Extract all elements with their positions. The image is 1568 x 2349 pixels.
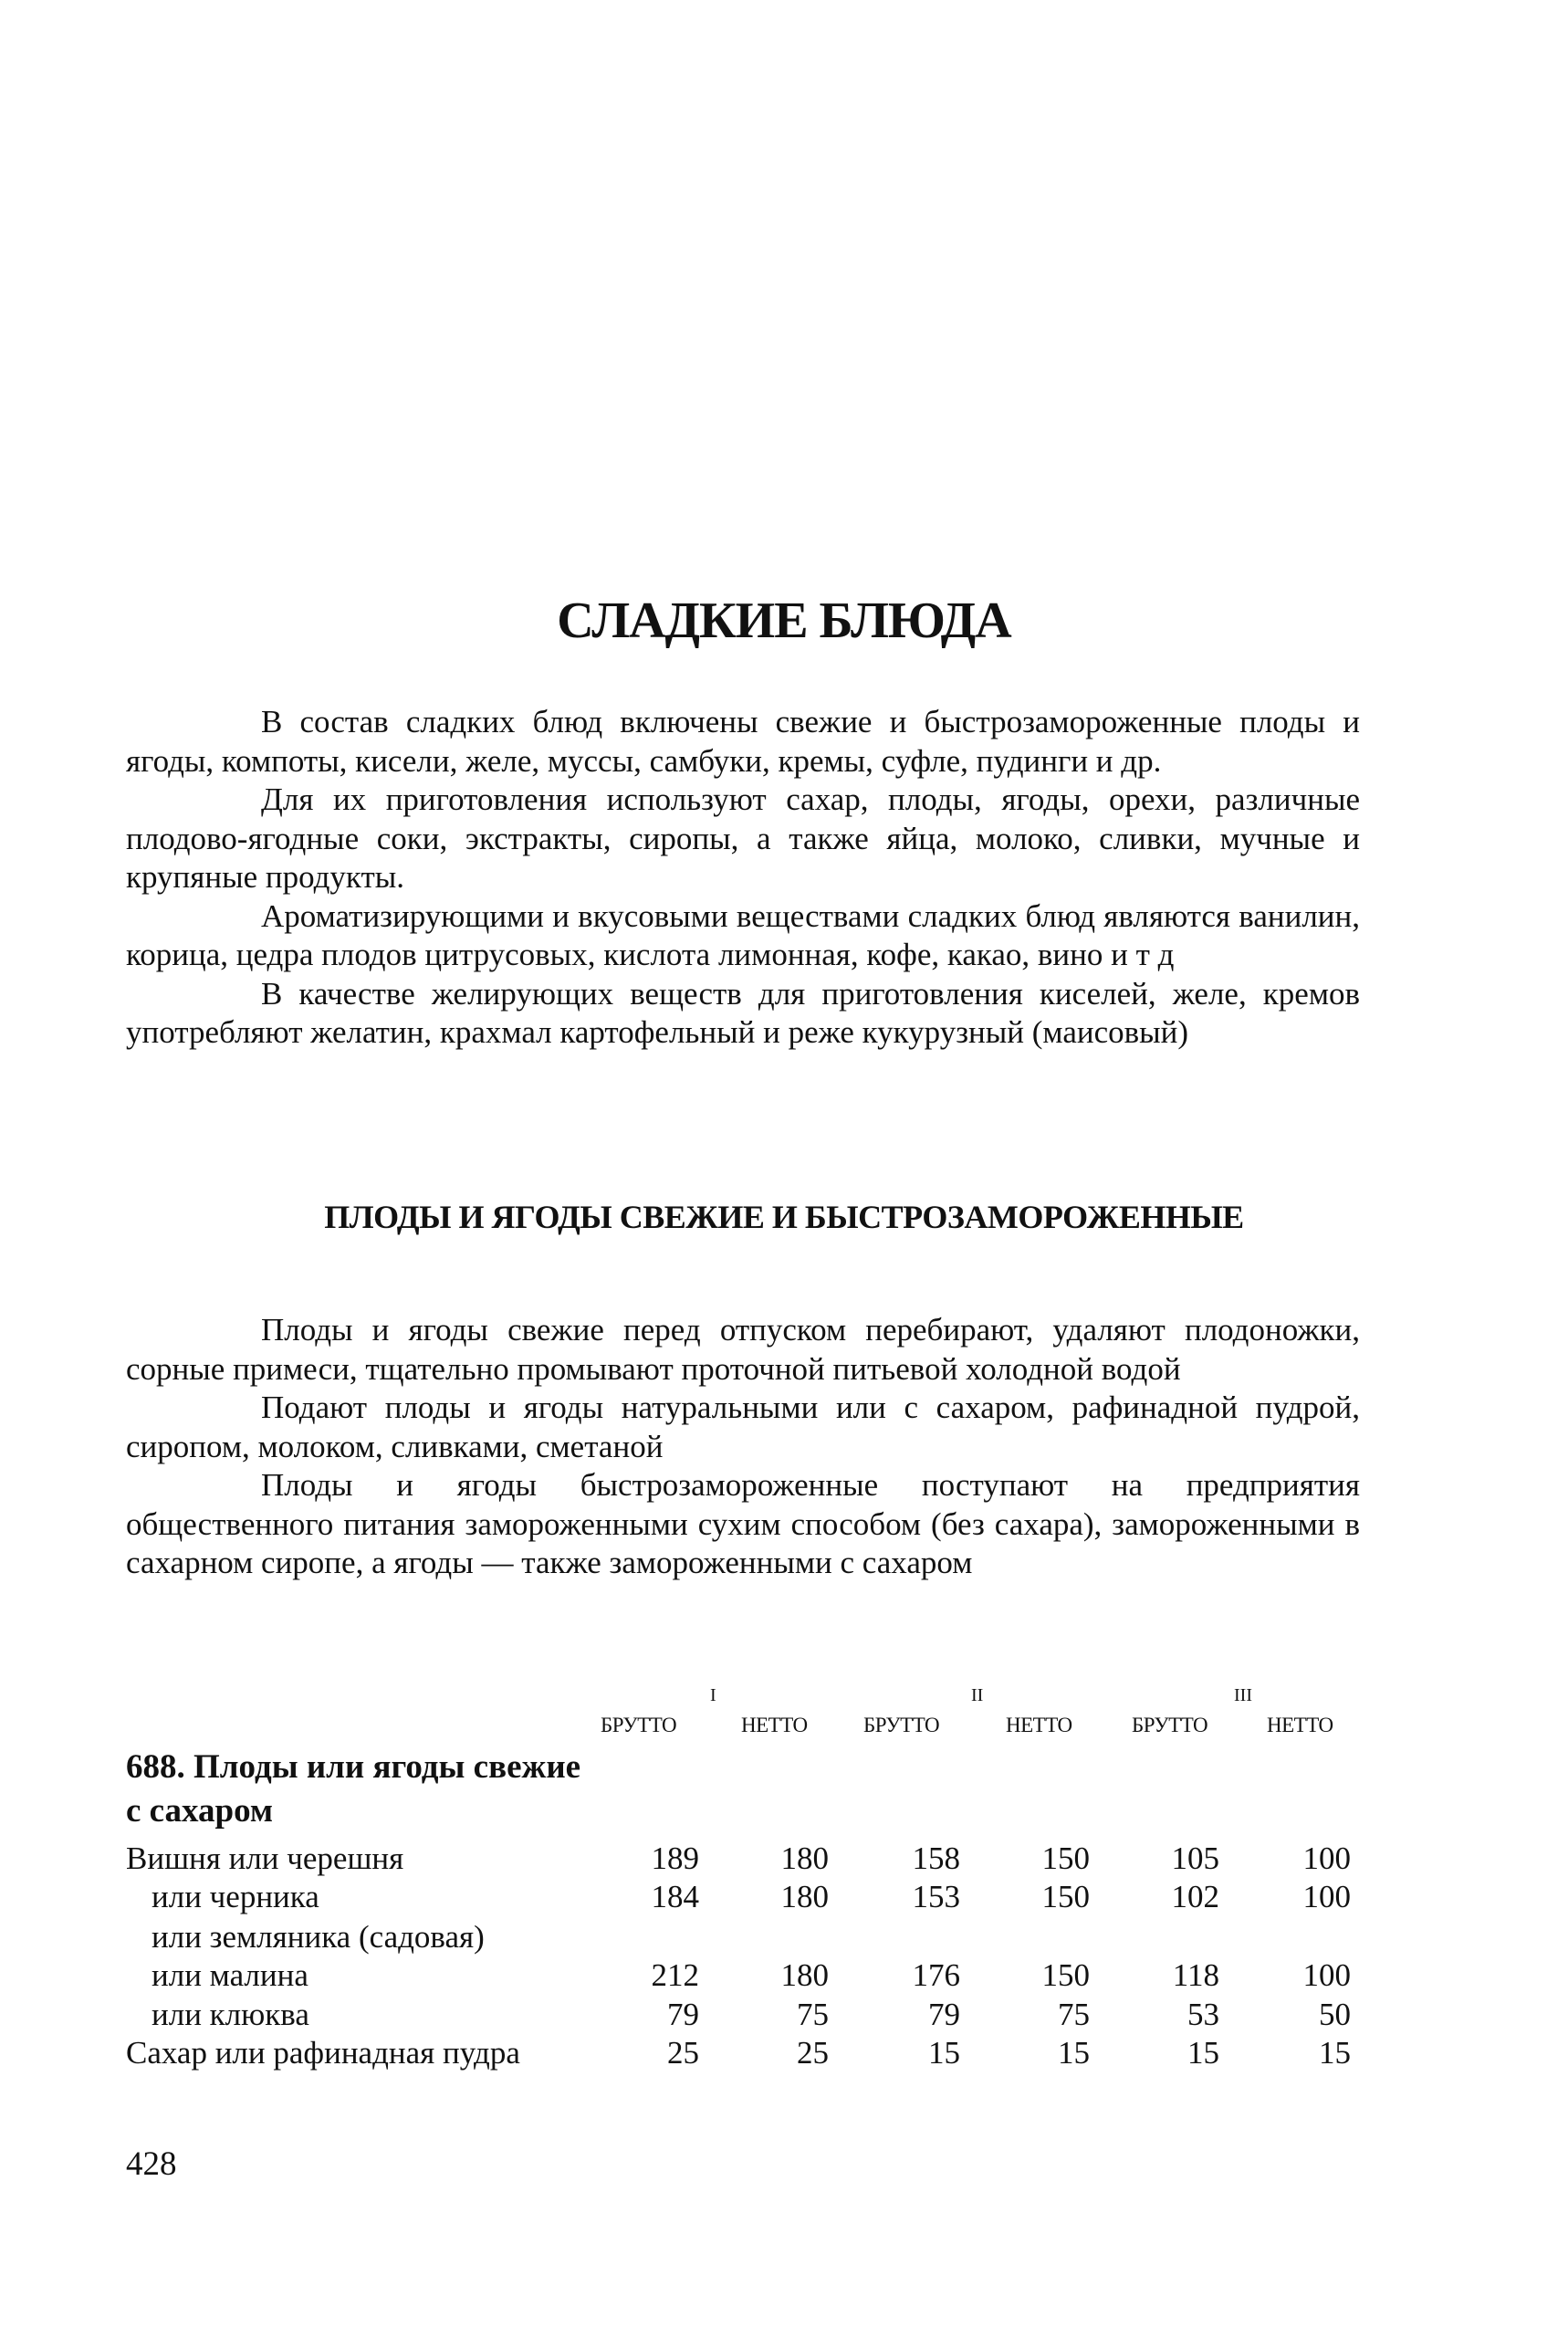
intro-text (126, 703, 1360, 1053)
cell-value: 100 (1302, 1879, 1351, 1914)
column-headers (0, 1714, 1568, 1741)
row-label: или черника (152, 1879, 319, 1914)
cell-value: 118 (1172, 1957, 1219, 1993)
cell-value: 184 (651, 1879, 699, 1914)
section-paragraph: Плоды и ягоды свежие перед отпуском перебирают, удаляют плодоножки, сорные примеси, тщательно промывают проточной питьевой холодной водой (126, 1312, 1360, 1387)
intro-paragraph: Для их приготовления используют сахар, плоды, ягоды, орехи, различные плодово-ягодные соки, экстракты, сиропы, а также яйца, молоко, сливки, мучные и крупяные продукты. (126, 781, 1360, 895)
cell-value: 53 (1187, 1997, 1219, 2032)
table-row (126, 1879, 1367, 1919)
cell-value: 15 (1187, 2035, 1219, 2071)
intro-paragraph: В качестве желирующих веществ для приготовления киселей, желе, кремов употребляют желатин, крахмал картофельный и реже кукурузный (маисовый) (126, 975, 1360, 1050)
cell-value: 176 (912, 1957, 960, 1993)
cell-value: 150 (1041, 1879, 1090, 1914)
intro-paragraph: В состав сладких блюд включены свежие и быстрозамороженные плоды и ягоды, компоты, кисели, желе, муссы, самбуки, кремы, суфле, пудинги и др. (126, 704, 1360, 779)
page-title: СЛАДКИЕ БЛЮДА (557, 592, 1011, 649)
cell-value: 150 (1041, 1840, 1090, 1876)
cell-value: 15 (928, 2035, 960, 2071)
cell-value: 212 (651, 1957, 699, 1993)
column-header: НЕТТО (1006, 1714, 1072, 1736)
column-header: НЕТТО (741, 1714, 808, 1736)
cell-value: 75 (797, 1997, 829, 2032)
table-row (126, 1957, 1367, 1998)
row-label: или клюква (152, 1997, 309, 2032)
row-label: Вишня или черешня (126, 1840, 404, 1876)
cell-value: 75 (1058, 1997, 1090, 2032)
cell-value: 180 (780, 1840, 829, 1876)
column-header: НЕТТО (1267, 1714, 1333, 1736)
row-label: или земляника (садовая) (152, 1919, 485, 1955)
table-row (126, 2035, 1367, 2075)
cell-value: 105 (1171, 1840, 1219, 1876)
intro-paragraph: Ароматизирующими и вкусовыми веществами сладких блюд являются ванилин, корица, цедра плодов цитрусовых, кислота лимонная, кофе, какао, вино и т д (126, 897, 1360, 972)
column-group-label: I (710, 1685, 716, 1705)
row-label: Сахар или рафинадная пудра (126, 2035, 520, 2071)
section-paragraph: Плоды и ягоды быстрозамороженные поступают на предприятия общественного питания замороженными сухим способом (без сахара), замороженными в сахарном сиропе, а ягоды — также замороженными с сахаром (126, 1467, 1360, 1580)
column-header: БРУТТО (601, 1714, 677, 1736)
cell-value: 180 (780, 1957, 829, 1993)
cell-value: 189 (651, 1840, 699, 1876)
section-paragraph: Подают плоды и ягоды натуральными или с сахаром, рафинадной пудрой, сиропом, молоком, сливками, сметаной (126, 1389, 1360, 1464)
page-number: 428 (126, 2145, 177, 2183)
cell-value: 15 (1319, 2035, 1351, 2071)
column-group-label: III (1234, 1685, 1252, 1705)
table-row (126, 1919, 1367, 1959)
column-header: БРУТТО (863, 1714, 940, 1736)
cell-value: 102 (1171, 1879, 1219, 1914)
cell-value: 158 (912, 1840, 960, 1876)
cell-value: 150 (1041, 1957, 1090, 1993)
cell-value: 50 (1319, 1997, 1351, 2032)
column-groups (0, 1685, 1568, 1713)
row-label: или малина (152, 1957, 308, 1993)
table-row (126, 1840, 1367, 1881)
cell-value: 25 (667, 2035, 699, 2071)
column-group-label: II (971, 1685, 984, 1705)
cell-value: 79 (667, 1997, 699, 2032)
recipe-title: 688. Плоды или ягоды свежие с сахаром (126, 1748, 581, 1830)
cell-value: 79 (928, 1997, 960, 2032)
column-header: БРУТТО (1132, 1714, 1208, 1736)
section-title: ПЛОДЫ И ЯГОДЫ СВЕЖИЕ И БЫСТРОЗАМОРОЖЕННЫЕ (324, 1199, 1244, 1235)
cell-value: 100 (1302, 1840, 1351, 1876)
cell-value: 180 (780, 1879, 829, 1914)
cell-value: 100 (1302, 1957, 1351, 1993)
table-row (126, 1997, 1367, 2037)
section-text (126, 1311, 1360, 1583)
cell-value: 153 (912, 1879, 960, 1914)
cell-value: 25 (797, 2035, 829, 2071)
cell-value: 15 (1058, 2035, 1090, 2071)
